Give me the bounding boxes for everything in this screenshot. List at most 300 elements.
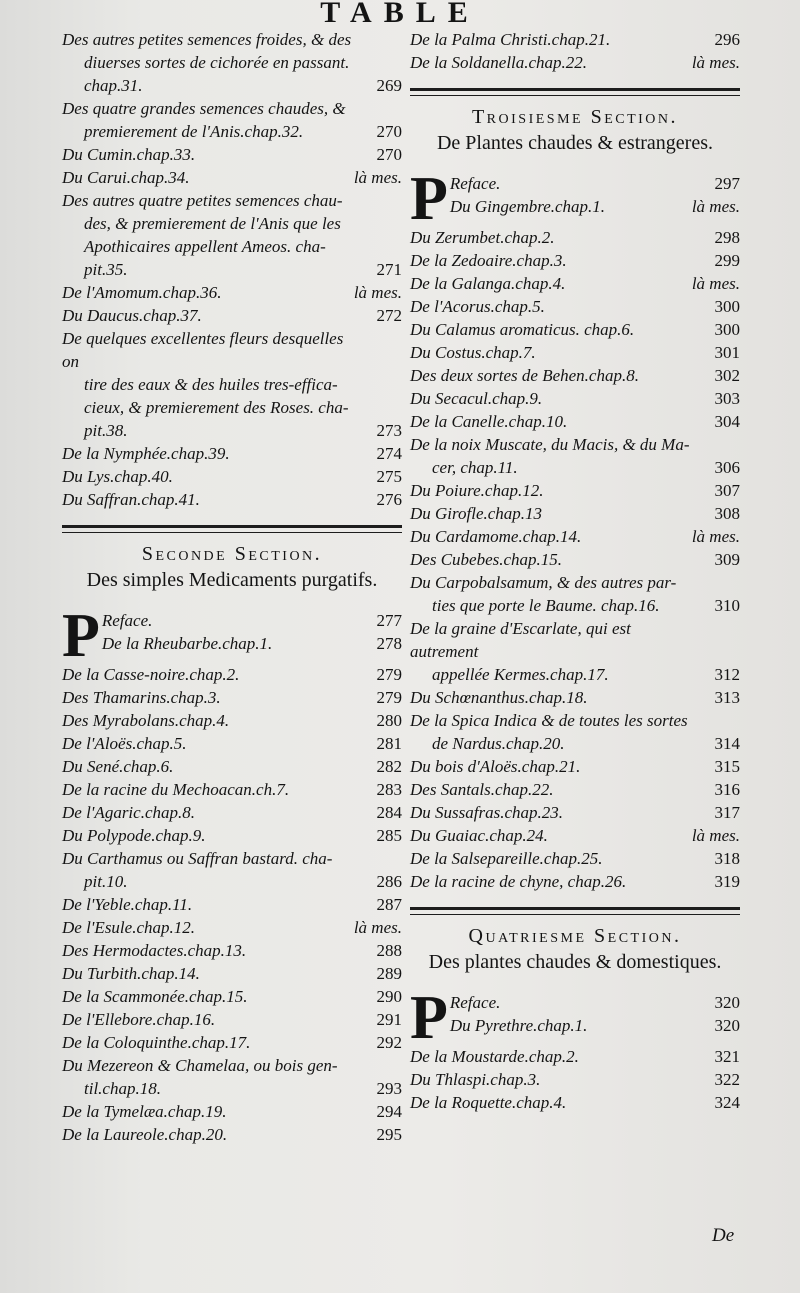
- toc-page-number: 271: [376, 260, 402, 279]
- toc-page-number: 283: [376, 780, 402, 799]
- toc-page-number: 290: [376, 987, 402, 1006]
- toc-entry-title: [450, 172, 700, 195]
- toc-entry-line: De la Canelle.chap.10.: [410, 412, 568, 431]
- toc-entry: [62, 1123, 402, 1146]
- running-head: TABLE: [320, 0, 480, 29]
- toc-entry-line: De la Coloquinthe.chap.17.: [62, 1033, 251, 1052]
- toc-entry-line: Du Zerumbet.chap.2.: [410, 228, 555, 247]
- toc-entry-line: de Nardus.chap.20.: [432, 734, 565, 753]
- toc-entry-line: Des Hermodactes.chap.13.: [62, 941, 247, 960]
- toc-entry-line: De la Roquette.chap.4.: [410, 1093, 567, 1112]
- toc-page-number: 320: [714, 1016, 740, 1035]
- toc-entry-line: Du Costus.chap.7.: [410, 343, 536, 362]
- toc-page-number: 317: [714, 803, 740, 822]
- toc-page-number: 297: [714, 174, 740, 193]
- toc-entry-line: Apothicaires appellent Ameos. cha-: [84, 237, 326, 256]
- toc-page-number: 302: [714, 366, 740, 385]
- toc-entry-line: cer, chap.11.: [432, 458, 518, 477]
- toc-page-number: 314: [714, 734, 740, 753]
- toc-entry-title: [62, 985, 362, 1008]
- toc-page-number: 299: [714, 251, 740, 270]
- toc-entry: [62, 28, 402, 97]
- toc-page-number: 284: [376, 803, 402, 822]
- toc-page-number: là mes.: [353, 168, 402, 187]
- toc-entry-title: [410, 226, 700, 249]
- toc-page-number: 289: [376, 964, 402, 983]
- drop-cap: P: [62, 602, 100, 670]
- toc-entry: [62, 732, 402, 755]
- toc-entry-title: [410, 1045, 700, 1068]
- toc-entry: [62, 847, 402, 893]
- section-subtitle: Des simples Medicaments purgatifs.: [86, 569, 378, 591]
- toc-entry-line: Du Poiure.chap.12.: [410, 481, 544, 500]
- preface-body: [102, 609, 402, 655]
- toc-entry-title: [62, 488, 362, 511]
- toc-entry: [450, 1014, 740, 1037]
- toc-entry-line: De la Scammonée.chap.15.: [62, 987, 248, 1006]
- toc-entry: [410, 870, 740, 893]
- toc-page-number: là mes.: [353, 283, 402, 302]
- preface-block: [410, 984, 740, 1052]
- toc-entry-line: Du Carpobalsamum, & des autres par-: [410, 573, 677, 592]
- toc-entry-line: Du Carui.chap.34.: [62, 168, 190, 187]
- toc-entry-line: De la Tymelæa.chap.19.: [62, 1102, 227, 1121]
- toc-entry-title: [62, 1054, 362, 1100]
- toc-entry-title: [410, 479, 700, 502]
- toc-entry: [410, 295, 740, 318]
- toc-entry-line: De l'Yeble.chap.11.: [62, 895, 193, 914]
- section-rule: [410, 907, 740, 915]
- toc-entry-title: [410, 272, 686, 295]
- toc-entry: [62, 189, 402, 281]
- toc-page-number: là mes.: [691, 826, 740, 845]
- toc-entry-line: diuerses sortes de cichorée en passant.: [84, 53, 350, 72]
- toc-page-number: 322: [714, 1070, 740, 1089]
- toc-entry: [410, 847, 740, 870]
- toc-entry-title: [410, 617, 700, 686]
- toc-entry: [62, 97, 402, 143]
- toc-entry: [410, 502, 740, 525]
- toc-page-number: 282: [376, 757, 402, 776]
- toc-page-number: 324: [714, 1093, 740, 1112]
- toc-entry: [410, 824, 740, 847]
- toc-entry-title: [62, 189, 362, 281]
- preface-body: [450, 172, 740, 218]
- section-seconde: [62, 525, 402, 593]
- toc-page-number: 274: [376, 444, 402, 463]
- toc-entry-title: [410, 502, 700, 525]
- toc-entry-line: De quelques excellentes fleurs desquelles on: [62, 329, 344, 371]
- section-title: Seconde Section.: [141, 543, 323, 565]
- toc-entry-title: [62, 686, 362, 709]
- toc-entry-line: Du Calamus aromaticus. chap.6.: [410, 320, 635, 339]
- toc-entry: [62, 442, 402, 465]
- toc-entry: [410, 686, 740, 709]
- toc-entry: [62, 801, 402, 824]
- toc-entry-line: pit.35.: [84, 260, 128, 279]
- toc-entry-line: Du Schœnanthus.chap.18.: [410, 688, 588, 707]
- toc-entry-line: Du Secacul.chap.9.: [410, 389, 543, 408]
- toc-page-number: 312: [714, 665, 740, 684]
- toc-entry-line: Du Turbith.chap.14.: [62, 964, 200, 983]
- toc-entry-line: De la Galanga.chap.4.: [410, 274, 566, 293]
- toc-entry-line: Du Polypode.chap.9.: [62, 826, 206, 845]
- toc-page-number: 306: [714, 458, 740, 477]
- toc-entry: [410, 801, 740, 824]
- toc-entry: [62, 143, 402, 166]
- toc-entry-line: Du Pyrethre.chap.1.: [449, 1016, 588, 1035]
- toc-entry-line: De la Nymphée.chap.39.: [62, 444, 230, 463]
- toc-entry-line: Du Saffran.chap.41.: [62, 490, 200, 509]
- toc-entry-line: Des Santals.chap.22.: [410, 780, 554, 799]
- toc-entry-title: [62, 442, 362, 465]
- toc-entry-title: [62, 1100, 362, 1123]
- toc-entry: [410, 1045, 740, 1068]
- section-troisiesme: [410, 88, 740, 156]
- section-quatriesme: [410, 907, 740, 975]
- toc-entry-line: De la noix Muscate, du Macis, & du Ma-: [410, 435, 690, 454]
- toc-entry-line: De l'Esule.chap.12.: [62, 918, 195, 937]
- toc-entry-title: [410, 341, 700, 364]
- toc-entry-title: [62, 1008, 362, 1031]
- toc-entry-title: [410, 755, 700, 778]
- toc-page-number: 277: [376, 611, 402, 630]
- toc-entry-line: De la Rheubarbe.chap.1.: [101, 634, 273, 653]
- toc-page-number: 288: [376, 941, 402, 960]
- toc-page-number: 298: [714, 228, 740, 247]
- toc-entry: [410, 249, 740, 272]
- toc-entry: [410, 272, 740, 295]
- toc-entry-line: Du Gingembre.chap.1.: [449, 197, 606, 216]
- toc-entry-title: [62, 916, 348, 939]
- toc-entry: [410, 479, 740, 502]
- toc-page-number: 315: [714, 757, 740, 776]
- toc-entry-title: [410, 525, 686, 548]
- toc-page-number: 310: [714, 596, 740, 615]
- toc-page-number: 295: [376, 1125, 402, 1144]
- right-column: [410, 28, 740, 1114]
- toc-entry-title: [62, 755, 362, 778]
- toc-entry: [410, 571, 740, 617]
- toc-entry-title: [102, 632, 362, 655]
- toc-entry-title: [410, 571, 700, 617]
- catchword: De: [712, 1225, 735, 1246]
- toc-entry-line: Du Guaiac.chap.24.: [410, 826, 548, 845]
- toc-page-number: 303: [714, 389, 740, 408]
- toc-entry-line: Reface.: [101, 611, 153, 630]
- toc-entry: [410, 1068, 740, 1091]
- toc-entry-title: [62, 939, 362, 962]
- toc-entry-line: De l'Amomum.chap.36.: [62, 283, 222, 302]
- toc-entry-title: [410, 51, 686, 74]
- toc-page-number: 294: [376, 1102, 402, 1121]
- toc-page-number: 318: [714, 849, 740, 868]
- toc-page-number: 320: [714, 993, 740, 1012]
- toc-page-number: 270: [376, 145, 402, 164]
- toc-entry-line: De l'Agaric.chap.8.: [62, 803, 195, 822]
- toc-entry-title: [410, 387, 700, 410]
- toc-entry-title: [450, 991, 700, 1014]
- toc-entry-title: [450, 1014, 700, 1037]
- toc-entry-title: [410, 824, 686, 847]
- toc-page-number: 293: [376, 1079, 402, 1098]
- toc-entry: [62, 663, 402, 686]
- toc-page-number: 275: [376, 467, 402, 486]
- toc-entry: [410, 387, 740, 410]
- toc-entry-line: De la Casse-noire.chap.2.: [62, 665, 240, 684]
- toc-entry-line: De la Spica Indica & de toutes les sortes: [410, 711, 688, 730]
- toc-entry-line: Des autres quatre petites semences chau-: [62, 191, 343, 210]
- toc-entry-title: [410, 433, 700, 479]
- section-rule: [62, 525, 402, 533]
- toc-entry-title: [410, 686, 700, 709]
- toc-page-number: 272: [376, 306, 402, 325]
- toc-entry-line: Des quatre grandes semences chaudes, &: [62, 99, 346, 118]
- toc-entry-line: pit.38.: [84, 421, 128, 440]
- toc-entry-title: [62, 847, 362, 893]
- toc-entry: [62, 166, 402, 189]
- toc-entry-title: [62, 465, 362, 488]
- toc-entry-title: [62, 166, 348, 189]
- toc-page-number: 276: [376, 490, 402, 509]
- toc-entry-line: Du Girofle.chap.13: [410, 504, 543, 523]
- left-entries-top: [62, 28, 402, 511]
- toc-entry-line: til.chap.18.: [84, 1079, 161, 1098]
- toc-page-number: là mes.: [691, 197, 740, 216]
- toc-entry-line: Des deux sortes de Behen.chap.8.: [410, 366, 639, 385]
- toc-entry-line: Du bois d'Aloës.chap.21.: [410, 757, 581, 776]
- toc-page-number: là mes.: [691, 274, 740, 293]
- toc-entry-line: Du Daucus.chap.37.: [62, 306, 202, 325]
- toc-entry-line: De l'Ellebore.chap.16.: [62, 1010, 216, 1029]
- toc-entry-title: [410, 295, 700, 318]
- toc-entry: [62, 778, 402, 801]
- toc-entry-title: [410, 28, 700, 51]
- toc-entry: [410, 617, 740, 686]
- toc-entry-title: [410, 410, 700, 433]
- toc-entry: [62, 824, 402, 847]
- toc-entry: [410, 525, 740, 548]
- toc-entry: [450, 172, 740, 195]
- toc-entry-line: Du Carthamus ou Saffran bastard. cha-: [62, 849, 333, 868]
- toc-entry: [410, 341, 740, 364]
- toc-page-number: 285: [376, 826, 402, 845]
- toc-entry-title: [62, 281, 348, 304]
- toc-entry-title: [62, 801, 362, 824]
- toc-entry-line: cieux, & premierement des Roses. cha-: [84, 398, 349, 417]
- toc-page-number: là mes.: [353, 918, 402, 937]
- toc-entry-title: [62, 893, 362, 916]
- drop-cap: P: [410, 984, 448, 1052]
- toc-entry-title: [62, 778, 362, 801]
- toc-entry: [62, 893, 402, 916]
- toc-entry-line: Du Thlaspi.chap.3.: [410, 1070, 541, 1089]
- toc-entry-title: [410, 1068, 700, 1091]
- toc-entry: [410, 318, 740, 341]
- toc-entry-line: De la Laureole.chap.20.: [62, 1125, 228, 1144]
- toc-page-number: 313: [714, 688, 740, 707]
- toc-entry: [62, 686, 402, 709]
- toc-page-number: 296: [714, 30, 740, 49]
- toc-entry-line: Des Cubebes.chap.15.: [410, 550, 563, 569]
- toc-entry-title: [410, 249, 700, 272]
- toc-entry-line: Du Mezereon & Chamelaa, ou bois gen-: [62, 1056, 338, 1075]
- toc-entry-line: des, & premierement de l'Anis que les: [84, 214, 341, 233]
- toc-page-number: 279: [376, 665, 402, 684]
- toc-entry-line: Du Cardamome.chap.14.: [410, 527, 582, 546]
- toc-page-number: là mes.: [691, 53, 740, 72]
- toc-page-number: 319: [714, 872, 740, 891]
- toc-entry: [410, 51, 740, 74]
- toc-entry: [410, 755, 740, 778]
- toc-entry-line: De la graine d'Escarlate, qui est autrement: [410, 619, 631, 661]
- toc-page-number: 279: [376, 688, 402, 707]
- toc-entry-title: [62, 28, 362, 97]
- toc-entry: [62, 1031, 402, 1054]
- section-title: Quatriesme Section.: [468, 925, 682, 947]
- toc-page-number: 278: [376, 634, 402, 653]
- toc-entry: [62, 465, 402, 488]
- toc-entry-line: De l'Aloës.chap.5.: [62, 734, 187, 753]
- toc-entry-title: [62, 1123, 362, 1146]
- toc-entry-line: Des Thamarins.chap.3.: [62, 688, 221, 707]
- toc-entry-title: [410, 778, 700, 801]
- toc-entry-line: De l'Acorus.chap.5.: [410, 297, 545, 316]
- preface-body: [450, 991, 740, 1037]
- section-subtitle: Des plantes chaudes & domestiques.: [428, 951, 722, 973]
- toc-entry-line: tire des eaux & des huiles tres-effica-: [84, 375, 338, 394]
- toc-entry-title: [62, 143, 362, 166]
- toc-entry-title: [410, 364, 700, 387]
- toc-entry-line: Du Sussafras.chap.23.: [410, 803, 564, 822]
- toc-entry: [62, 962, 402, 985]
- toc-entry-title: [410, 318, 700, 341]
- toc-entry: [410, 433, 740, 479]
- toc-entry: [410, 28, 740, 51]
- toc-entry-line: ties que porte le Baume. chap.16.: [432, 596, 660, 615]
- toc-entry: [62, 755, 402, 778]
- toc-page-number: 281: [376, 734, 402, 753]
- toc-entry-title: [62, 304, 362, 327]
- toc-entry-line: chap.31.: [84, 76, 143, 95]
- toc-entry-line: De la racine de chyne, chap.26.: [410, 872, 627, 891]
- toc-page-number: là mes.: [691, 527, 740, 546]
- toc-page-number: 304: [714, 412, 740, 431]
- toc-entry-line: De la Salsepareille.chap.25.: [410, 849, 603, 868]
- toc-entry-line: Des autres petites semences froides, & des: [62, 30, 352, 49]
- toc-entry-line: premierement de l'Anis.chap.32.: [84, 122, 304, 141]
- toc-page-number: 307: [714, 481, 740, 500]
- toc-entry: [410, 226, 740, 249]
- toc-entry-line: pit.10.: [84, 872, 128, 891]
- toc-page-number: 291: [376, 1010, 402, 1029]
- toc-entry-title: [410, 709, 700, 755]
- right-entries-section3: [410, 226, 740, 893]
- toc-entry-title: [410, 1091, 700, 1114]
- toc-entry: [62, 281, 402, 304]
- toc-entry-title: [62, 663, 362, 686]
- toc-entry-line: De la racine du Mechoacan.ch.7.: [62, 780, 290, 799]
- toc-entry: [102, 632, 402, 655]
- toc-entry-line: De la Zedoaire.chap.3.: [410, 251, 567, 270]
- toc-page-number: 270: [376, 122, 402, 141]
- toc-page-number: 292: [376, 1033, 402, 1052]
- toc-entry-title: [62, 732, 362, 755]
- toc-entry: [62, 1054, 402, 1100]
- toc-entry: [410, 709, 740, 755]
- toc-entry-line: Reface.: [449, 993, 501, 1012]
- toc-page-number: 280: [376, 711, 402, 730]
- toc-page-number: 316: [714, 780, 740, 799]
- toc-entry-title: [62, 1031, 362, 1054]
- toc-entry-line: Du Cumin.chap.33.: [62, 145, 196, 164]
- toc-page-number: 321: [714, 1047, 740, 1066]
- toc-page-number: 300: [714, 320, 740, 339]
- toc-entry: [410, 1091, 740, 1114]
- toc-entry-line: De la Moustarde.chap.2.: [410, 1047, 579, 1066]
- toc-entry: [410, 410, 740, 433]
- toc-entry-title: [450, 195, 686, 218]
- section-subtitle: De Plantes chaudes & estrangeres.: [436, 132, 713, 154]
- right-entries-section4: [410, 1045, 740, 1114]
- toc-entry: [410, 364, 740, 387]
- toc-entry-line: Du Lys.chap.40.: [62, 467, 173, 486]
- toc-page-number: 269: [376, 76, 402, 95]
- toc-entry-title: [62, 824, 362, 847]
- toc-entry: [450, 195, 740, 218]
- toc-page-number: 287: [376, 895, 402, 914]
- toc-page-number: 309: [714, 550, 740, 569]
- drop-cap: P: [410, 165, 448, 233]
- toc-page-number: 308: [714, 504, 740, 523]
- toc-entry: [102, 609, 402, 632]
- toc-page-number: 273: [376, 421, 402, 440]
- toc-entry: [410, 548, 740, 571]
- toc-page-number: 286: [376, 872, 402, 891]
- toc-entry: [410, 778, 740, 801]
- preface-block: [410, 165, 740, 233]
- section-title: Troisiesme Section.: [471, 106, 679, 128]
- toc-entry: [62, 939, 402, 962]
- toc-page-number: 301: [714, 343, 740, 362]
- toc-entry-title: [62, 962, 362, 985]
- toc-entry: [62, 985, 402, 1008]
- toc-entry-title: [102, 609, 362, 632]
- toc-entry: [62, 1100, 402, 1123]
- toc-entry-title: [62, 709, 362, 732]
- toc-entry-line: Reface.: [449, 174, 501, 193]
- toc-entry-title: [410, 801, 700, 824]
- toc-entry-title: [410, 847, 700, 870]
- toc-entry-line: De la Soldanella.chap.22.: [410, 53, 588, 72]
- section-rule: [410, 88, 740, 96]
- toc-entry-title: [62, 97, 362, 143]
- toc-entry: [450, 991, 740, 1014]
- toc-entry: [62, 304, 402, 327]
- toc-entry-line: De la Palma Christi.chap.21.: [410, 30, 611, 49]
- toc-entry-line: Du Sené.chap.6.: [62, 757, 174, 776]
- toc-page-number: 300: [714, 297, 740, 316]
- left-entries-section2: [62, 663, 402, 1146]
- left-column: [62, 28, 402, 1146]
- toc-entry-title: [410, 548, 700, 571]
- toc-entry-line: appellée Kermes.chap.17.: [432, 665, 609, 684]
- toc-entry: [62, 488, 402, 511]
- toc-entry: [62, 327, 402, 442]
- toc-entry: [62, 709, 402, 732]
- right-entries-top: [410, 28, 740, 74]
- preface-block: [62, 602, 402, 670]
